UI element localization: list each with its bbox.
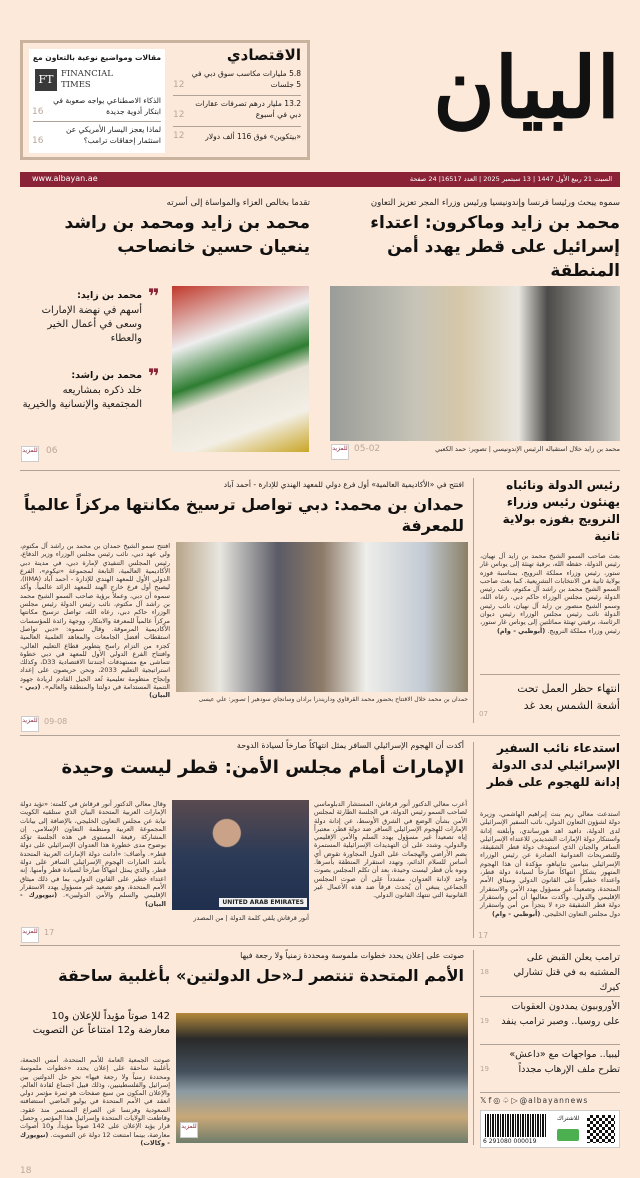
page-number: 17 (478, 931, 489, 940)
brief-item[interactable]: الأوروبيون يمددون العقوبات على روسيا.. وصبر ترامب ينفد (501, 1001, 620, 1027)
subscribe-box (480, 1110, 620, 1148)
article-body (20, 800, 166, 908)
dateline: السبت 21 ربيع الأول 1447 | 13 سبتمبر 2025 | العدد 16517| 24 صفحة (409, 175, 612, 183)
divider (480, 996, 620, 997)
story-kicker: أكدت أن الهجوم الإسرائيلي السافر يمثل انتهاكاً صارخاً لسيادة الدوحة (236, 741, 464, 750)
article-body (20, 1056, 170, 1147)
photo-caption: حمدان بن محمد خلال الافتتاح بحضور محمد القرقاوي وداريندرا برادان وسانجاي سودهير | تصوير: علي عيسى (198, 696, 468, 703)
article-text: بعث صاحب السمو الشيخ محمد بن زايد آل نهيان، رئيس الدولة، حفظه الله، برقية تهنئة إلى يوناس غار ستور، رئيس وزراء مملكة النرويج، بمناسبة فوزه بولاية ثانية في الانتخابات التشريعية. كما بعث صاحب السمو الشيخ محمد بن راشد آل مكتوم، نائب رئيس الدولة رئيس مجلس الوزراء حاكم دبي، رعاه الله، وسمو الشيخ منصور بن زايد آل نهيان، نائب رئيس الدولة نائب رئيس مجلس الوزراء رئيس ديوان الرئاسة، برقيتي تهنئة مماثلتين إلى يوناس غار ستور، رئيس وزراء مملكة النرويج. (480, 552, 620, 635)
ft-item[interactable]: الذكاء الاصطناعي يواجه صعوبة في ابتكار أدوية جديدة (53, 96, 161, 116)
website-link[interactable]: www.albayan.ae (32, 174, 98, 183)
section-divider (20, 945, 620, 946)
section-divider (20, 735, 620, 736)
ft-item[interactable]: لماذا يعجز اليسار الأمريكي عن استثمار إخفاقات ترامب؟ (66, 125, 161, 145)
subscribe-label: للاشتراك (557, 1115, 580, 1122)
page-number: 12 (173, 80, 185, 90)
brief-item[interactable]: ليبيا.. مواجهات مع «داعش» تطرح ملف الإرهاب مجدداً (509, 1049, 620, 1075)
headline[interactable]: انتهاء حظر العمل تحت أشعة الشمس بعد غد (517, 682, 620, 712)
photo-gargash-security-council (172, 800, 309, 910)
brief-item[interactable]: ترامب يعلن القبض على المشتبه به في قتل تشارلي كيرك (513, 952, 620, 993)
article-text: وقال معالي الدكتور أنور قرقاش في كلمته: «تؤيد دولة الإمارات العربية المتحدة البيان الذي ستلقيه الكويت نيابة عن مجلس التعاون الخليجي، بالإضافة إلى بيانات المجموعة العربية ومنظمة التعاون الإسلامي. إن المشاركة رفيعة المستوى في هذه الجلسة تؤكد بوضوح مدى خطورة هذا العدوان الإسرائيلي على دولة قطر». وأضاف: «أدانت دولة الإمارات العربية المتحدة بأشد العبارات الهجوم الإسرائيلي السافر على دولة قطر، والذي يمثل انتهاكاً صارخاً لسيادة قطر وأمنها. إنه اعتداء خطير على القانون الدولي، بما في ذلك ميثاق الأمم المتحدة، وهو تصعيد غير مسؤول يهدد الاستقرار الإقليمي والسلم والأمن الدوليين». (20, 800, 167, 900)
ft-name-1: FINANCIAL (61, 69, 113, 79)
barcode-number: 6 291080 000019 (483, 1138, 537, 1145)
divider (480, 1092, 620, 1093)
source: (نيويورك - البيان) (20, 891, 166, 908)
headline[interactable]: الأمم المتحدة تنتصر لـ«حل الدولتين» بأغلبية ساحقة (58, 966, 464, 985)
quote-text: أسهم في نهضة الإمارات وسعى في أعمال الخير والعطاء (41, 305, 142, 344)
economy-title: الاقتصادي (226, 46, 301, 64)
economy-item[interactable]: 5.8 مليارات مكاسب سوق دبي في 5 جلسات (191, 69, 301, 89)
economy-item[interactable]: «بيتكوين» فوق 116 ألف دولار (205, 132, 301, 141)
quote-name: محمد بن راشد: (71, 370, 142, 381)
article-body (20, 542, 170, 700)
article-text: افتتح سمو الشيخ حمدان بن محمد بن راشد آل مكتوم، ولي عهد دبي، نائب رئيس مجلس الوزراء وزير الدفاع، رئيس المجلس التنفيذي لإمارة دبي، في مدينة دبي الأكاديمية العالمية، التابعة لمجموعة «تيكوم»، الفرع الدولي الأول للمعهد الهندي للإدارة - أحمد آباد (IIMA)، ليصبح أول فرع خارج الهند للمعهد الرائد عالمياً. وأكد سموه أن دبي، وعملاً برؤية صاحب السمو الشيخ محمد بن راشد آل مكتوم، نائب رئيس الدولة رئيس مجلس الوزراء حاكم دبي، رعاه الله، تواصل ترسيخ مكانتها مركزاً عالمياً للمعرفة والابتكار، ووجهة رائدة للمؤسسات الأكاديمية المرموقة. وقال سموه: «دبي تواصل استقطاب أفضل الجامعات والمعاهد العلمية العالمية كجزء من التزام راسخ بتطوير قطاع التعليم العالي، وافتتاح الفرع الدولي الأول للمعهد في دبي خطوة تتماشى مع مستهدفات أجندتنا الاقتصادية D33، وكذلك استراتيجية التعليم 2033، ونحن حريصون على إعداد وإنجاح منظومة تعليمية تُعد الجيل القادم لريادة جهود التنمية المستدامة في دولتنا والمنطقة والعالم». (20, 542, 170, 692)
qr-code-icon[interactable] (587, 1115, 615, 1143)
divider (173, 126, 301, 127)
page-number: 05-02 (354, 444, 381, 454)
dateline-bar (20, 172, 620, 187)
ft-panel (29, 49, 165, 153)
barcode (485, 1114, 547, 1137)
article-text: صوتت الجمعية العامة للأمم المتحدة، أمس الجمعة، بأغلبية ساحقة على إعلان يحدد «خطوات ملموسة ومحددة زمنياً ولا رجعة فيها» نحو حل الدولتين بين إسرائيل والفلسطينيين، وذلك قبيل اجتماع لقادة العالم. والإعلان المكون من سبع صفحات هو ثمرة مؤتمر دولي انعقد في الأمم المتحدة في يوليو الماضي استضافته السعودية وفرنسا عن الصراع المستمر منذ عقود. وقاطعت الولايات المتحدة وإسرائيل هذا المؤتمر، وحصل قرار يؤيد الإعلان على 142 صوتاً مؤيداً، و10 أصوات معارضة، بينما امتنعت 12 دولة عن التصويت. (20, 1056, 170, 1139)
page-number: 19 (480, 1065, 489, 1073)
divider (173, 95, 301, 96)
quote-icon: ❞ (148, 364, 160, 388)
photo-academy-opening (176, 542, 468, 692)
source: (أبوظبي - وام) (496, 626, 546, 635)
page-number: 19 (480, 1017, 489, 1025)
ft-title: مقالات ومواضيع نوعية بالتعاون مع (32, 53, 161, 62)
column-divider (473, 950, 474, 1145)
uae-nameplate: UNITED ARAB EMIRATES (219, 898, 307, 907)
headline[interactable]: محمد بن زايد ومحمد بن راشد ينعيان حسين خانصاحب (64, 213, 310, 257)
page-number: 12 (173, 131, 185, 141)
quote-text: خلد ذكره بمشاريعه المجتمعية والإنسانية والخيرية (22, 385, 142, 410)
column-divider (473, 742, 474, 938)
photo-caption: محمد بن زايد خلال استقباله الرئيس الإندونيسي | تصوير: حمد الكعبي (435, 445, 620, 453)
page-number: 09-08 (44, 717, 68, 726)
page-number: 16 (32, 107, 44, 117)
photo-un-general-assembly (176, 1013, 468, 1143)
article-text: أعرب معالي الدكتور أنور قرقاش، المستشار الدبلوماسي لصاحب السمو رئيس الدولة، في الجلسة الطارئة لمجلس الأمن بشأن الوضع في الشرق الأوسط، عن إدانة دولة الإمارات للهجوم الإسرائيلي السافر ضد دولة قطر، معتبراً إياه تصعيداً غير مسؤول يهدد السلم والأمن الإقليمي والدولي، وشدد على أن التهديدات الإسرائيلية المستمرة بضم الأراضي والهجمات على الدول المجاورة تقوض أي أساس للسلام الدائم، وتهدد استقرار المنطقة بأسرها. ونوه بأن قطر ليست وحيدة، بعد أن تكلم المجلس بصوت واحد لإدانة العدوان، مشدداً على أن صوت المجلس الجماعي ينبغي أن يُحدث فرقاً ضد هذه الأعمال غير القانونية التي تنتهك القانون الدولي. (314, 800, 467, 900)
story-kicker: تقدما بخالص العزاء والمواساة إلى أسرته (166, 198, 310, 208)
photo-caption: أنور قرقاش يلقي كلمة الدولة | من المصدر (193, 914, 309, 922)
whatsapp-icon[interactable] (557, 1129, 579, 1141)
article-body (480, 810, 620, 918)
divider (480, 674, 620, 675)
x-icon[interactable]: 𝕏 (480, 1096, 487, 1105)
economy-box (20, 40, 310, 160)
ft-name-2: TIMES (61, 80, 91, 90)
page-number: 06 (46, 446, 58, 456)
headline[interactable]: استدعاء نائب السفير الإسرائيلي لدى الدولة إدانة للهجوم على قطر (486, 741, 620, 789)
instagram-icon[interactable]: ◎ (493, 1096, 501, 1105)
divider (480, 1044, 620, 1045)
headline[interactable]: الإمارات أمام مجلس الأمن: قطر ليست وحيدة (61, 757, 464, 778)
article-body (314, 800, 467, 900)
story-kicker: افتتح في «الأكاديمية العالمية» أول فرع دولي للمعهد الهندي للإدارة - أحمد آباد (223, 480, 464, 489)
page-number: 12 (173, 110, 185, 120)
facebook-icon[interactable]: f (488, 1096, 492, 1105)
ft-name (61, 69, 113, 91)
page-number: 17 (44, 928, 55, 937)
photo-indonesian-president (330, 286, 620, 441)
more-button[interactable]: للمزيد (21, 927, 39, 943)
youtube-icon[interactable]: ▷ (511, 1096, 518, 1105)
photo-mohammed-bin-rashid (172, 286, 309, 452)
divider (33, 121, 161, 122)
article-text: استدعت معالي ريم بنت إبراهيم الهاشمي، وزيرة دولة لشؤون التعاون الدولي، نائب السفير الإسرائيلي لدى الدولة، دافيد اهد هورساندي، وأبلغته إدانة واستنكار دولة الإمارات الشديدين للاعتداء الإسرائيلي السافر والجبان الذي استهدف دولة قطر الشقيقة، وللتصريحات العدوانية الصادرة عن رئيس الوزراء الإسرائيلي بنيامين نتانياهو، مؤكدة أن هذا الهجوم المتهور يشكل انتهاكاً صارخاً لسيادة دولة قطر، واعتداء خطيراً على القانون الدولي وميثاق الأمم المتحدة، وتصعيداً غير مسؤول يهدد الأمن والاستقرار الإقليمي والدولي. وأكدت معاليها أن أمن واستقرار دولة قطر الشقيقة جزء لا يتجزأ من أمن واستقرار دول مجلس التعاون الخليجي. (480, 810, 620, 918)
more-button[interactable]: للمزيد (21, 446, 39, 462)
more-button[interactable]: للمزيد (331, 444, 349, 460)
quote-icon: ❞ (148, 284, 160, 308)
quote-name: محمد بن زايد: (77, 290, 142, 301)
more-button[interactable]: للمزيد (21, 716, 39, 732)
economy-item[interactable]: 13.2 مليار درهم تصرفات عقارات دبي في أسبوع (195, 99, 301, 119)
section-divider (20, 470, 620, 471)
masthead-logo: البيان (433, 38, 620, 137)
page-number: 18 (480, 968, 489, 976)
lead-headline[interactable]: محمد بن زايد وماكرون: اعتداء إسرائيل على قطر يهدد أمن المنطقة (370, 213, 620, 281)
headline[interactable]: حمدان بن محمد: دبي تواصل ترسيخ مكانتها مركزاً عالمياً للمعرفة (24, 495, 464, 535)
subheadline: 142 صوتاً مؤيداً للإعلان و10 معارضة و12 امتناعاً عن التصويت (32, 1011, 170, 1036)
page-number: 07 (479, 710, 488, 718)
article-body (480, 552, 620, 635)
headline[interactable]: رئيس الدولة ونائباه يهنئون رئيس وزراء النرويج بفوزه بولاية ثانية (502, 478, 620, 543)
snapchat-icon[interactable]: ♤ (502, 1096, 510, 1105)
story-kicker: صوتت على إعلان يحدد خطوات ملموسة ومحددة زمنياً ولا رجعة فيها (240, 951, 464, 960)
source: (أبوظبي - وام) (492, 909, 541, 918)
social-handle[interactable]: @albayannews (519, 1096, 589, 1105)
page-number: 16 (32, 136, 44, 146)
source: (نيويورك - وكالات) (20, 1130, 170, 1147)
more-button[interactable]: للمزيد (180, 1122, 198, 1138)
ft-logo: FT (35, 69, 57, 91)
page-number: 18 (20, 1166, 32, 1176)
source: (دبي - البيان) (20, 683, 170, 700)
social-row (480, 1096, 620, 1105)
column-divider (473, 478, 474, 723)
story-kicker: سموه يبحث ورئيسا فرنسا وإندونيسيا ورئيس وزراء المجر تعزيز التعاون (370, 198, 620, 208)
